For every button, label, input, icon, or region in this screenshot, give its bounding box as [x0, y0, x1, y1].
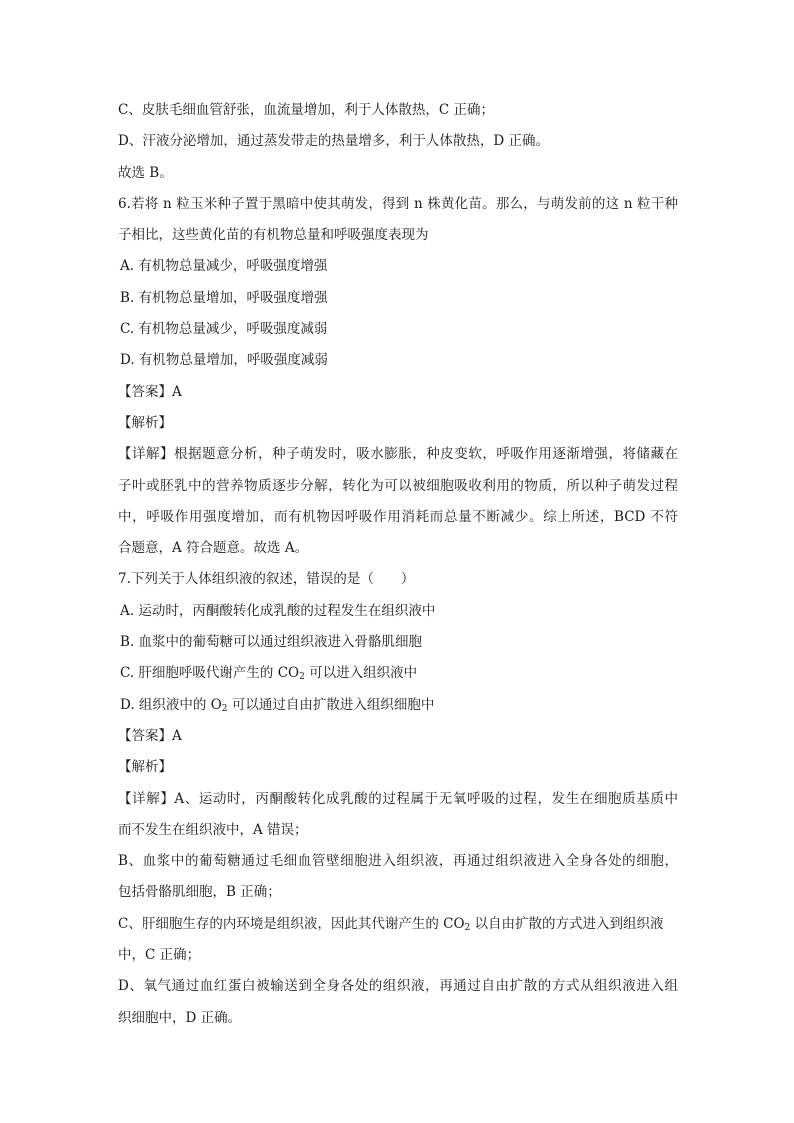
- document-page: [118, 100, 678, 1039]
- q7-detail-b-line-1: B、血浆中的葡萄糖通过毛细血管壁细胞进入组织液，再通过组织液进入全身各处的细胞，: [118, 853, 678, 870]
- q7-detail-d-line-1: D、氧气通过血红蛋白被输送到全身各处的组织液，再通过自由扩散的方式从组织液进入组: [118, 978, 678, 995]
- q7-option-d-subscript: 2: [221, 703, 228, 714]
- q7-option-c-tail: 可以进入组织液中: [304, 665, 418, 682]
- q7-detail-c-subscript: 2: [464, 922, 471, 933]
- q7-option-b: B. 血浆中的葡萄糖可以通过组织液进入骨骼肌细胞: [120, 634, 423, 651]
- q6-option-a: A. 有机物总量减少，呼吸强度增强: [120, 258, 328, 275]
- q7-detail-a-line-2: 而不发生在组织液中，A 错误；: [118, 821, 308, 838]
- q7-option-d: [118, 695, 678, 726]
- q7-answer: 【答案】A: [118, 727, 182, 744]
- q6-option-b: B. 有机物总量增加，呼吸强度增强: [120, 289, 328, 306]
- prev-explanation-d: D、汗液分泌增加，通过蒸发带走的热量增多，利于人体散热，D 正确。: [118, 133, 549, 150]
- q7-detail-c-line-1: [118, 914, 678, 945]
- q7-analysis-label: 【解析】: [118, 759, 172, 776]
- q6-detail-line-3: 中，呼吸作用强度增加，而有机物因呼吸作用消耗而总量不断减少。综上所述，BCD 不符: [118, 508, 678, 525]
- q7-detail-c-line-2: 中，C 正确；: [118, 947, 201, 964]
- q7-option-a: A. 运动时，丙酮酸转化成乳酸的过程发生在组织液中: [120, 602, 436, 619]
- q7-detail-b-line-2: 包括骨骼肌细胞，B 正确；: [118, 884, 281, 901]
- q7-option-d-tail: 可以通过自由扩散进入组织细胞中: [227, 696, 435, 713]
- q6-answer: 【答案】A: [118, 383, 182, 400]
- q6-detail-line-4: 合题意，A 符合题意。故选 A。: [118, 540, 309, 557]
- q7-detail-a-line-1: 【详解】A、运动时，丙酮酸转化成乳酸的过程属于无氧呼吸的过程，发生在细胞质基质中: [118, 790, 678, 807]
- q7-option-c-subscript: 2: [299, 672, 305, 683]
- q7-option-c: [118, 663, 678, 694]
- q6-detail-line-1: 【详解】根据题意分析，种子萌发时，吸水膨胀，种皮变软，呼吸作用逐渐增强，将储藏在: [118, 446, 678, 463]
- q6-option-c: C. 有机物总量减少，呼吸强度减弱: [120, 321, 328, 338]
- q7-detail-c-text: C、肝细胞生存的内环境是组织液，因此其代谢产生的 CO: [118, 915, 465, 932]
- q6-option-d: D. 有机物总量增加，呼吸强度减弱: [120, 352, 328, 369]
- q7-stem: 7.下列关于人体组织液的叙述，错误的是（ ）: [118, 571, 415, 588]
- q7-detail-d-line-2: 织细胞中，D 正确。: [118, 1009, 242, 1026]
- q7-option-c-text: C. 肝细胞呼吸代谢产生的 CO: [120, 665, 300, 682]
- q6-stem-line-2: 子相比，这些黄化苗的有机物总量和呼吸强度表现为: [118, 227, 429, 244]
- q6-analysis-label: 【解析】: [118, 414, 172, 431]
- prev-explanation-c: C、皮肤毛细血管舒张，血流量增加，利于人体散热，C 正确；: [118, 102, 494, 118]
- q6-stem-line-1: 6.若将 n 粒玉米种子置于黑暗中使其萌发，得到 n 株黄化苗。那么，与萌发前的这 n 粒干种: [118, 195, 678, 212]
- q7-option-d-text: D. 组织液中的 O: [120, 696, 222, 713]
- q7-detail-c-tail: 以自由扩散的方式进入到组织液: [470, 915, 664, 932]
- prev-conclusion: 故选 B。: [118, 164, 173, 181]
- q6-detail-line-2: 子叶或胚乳中的营养物质逐步分解，转化为可以被细胞吸收利用的物质，所以种子萌发过程: [118, 477, 678, 494]
